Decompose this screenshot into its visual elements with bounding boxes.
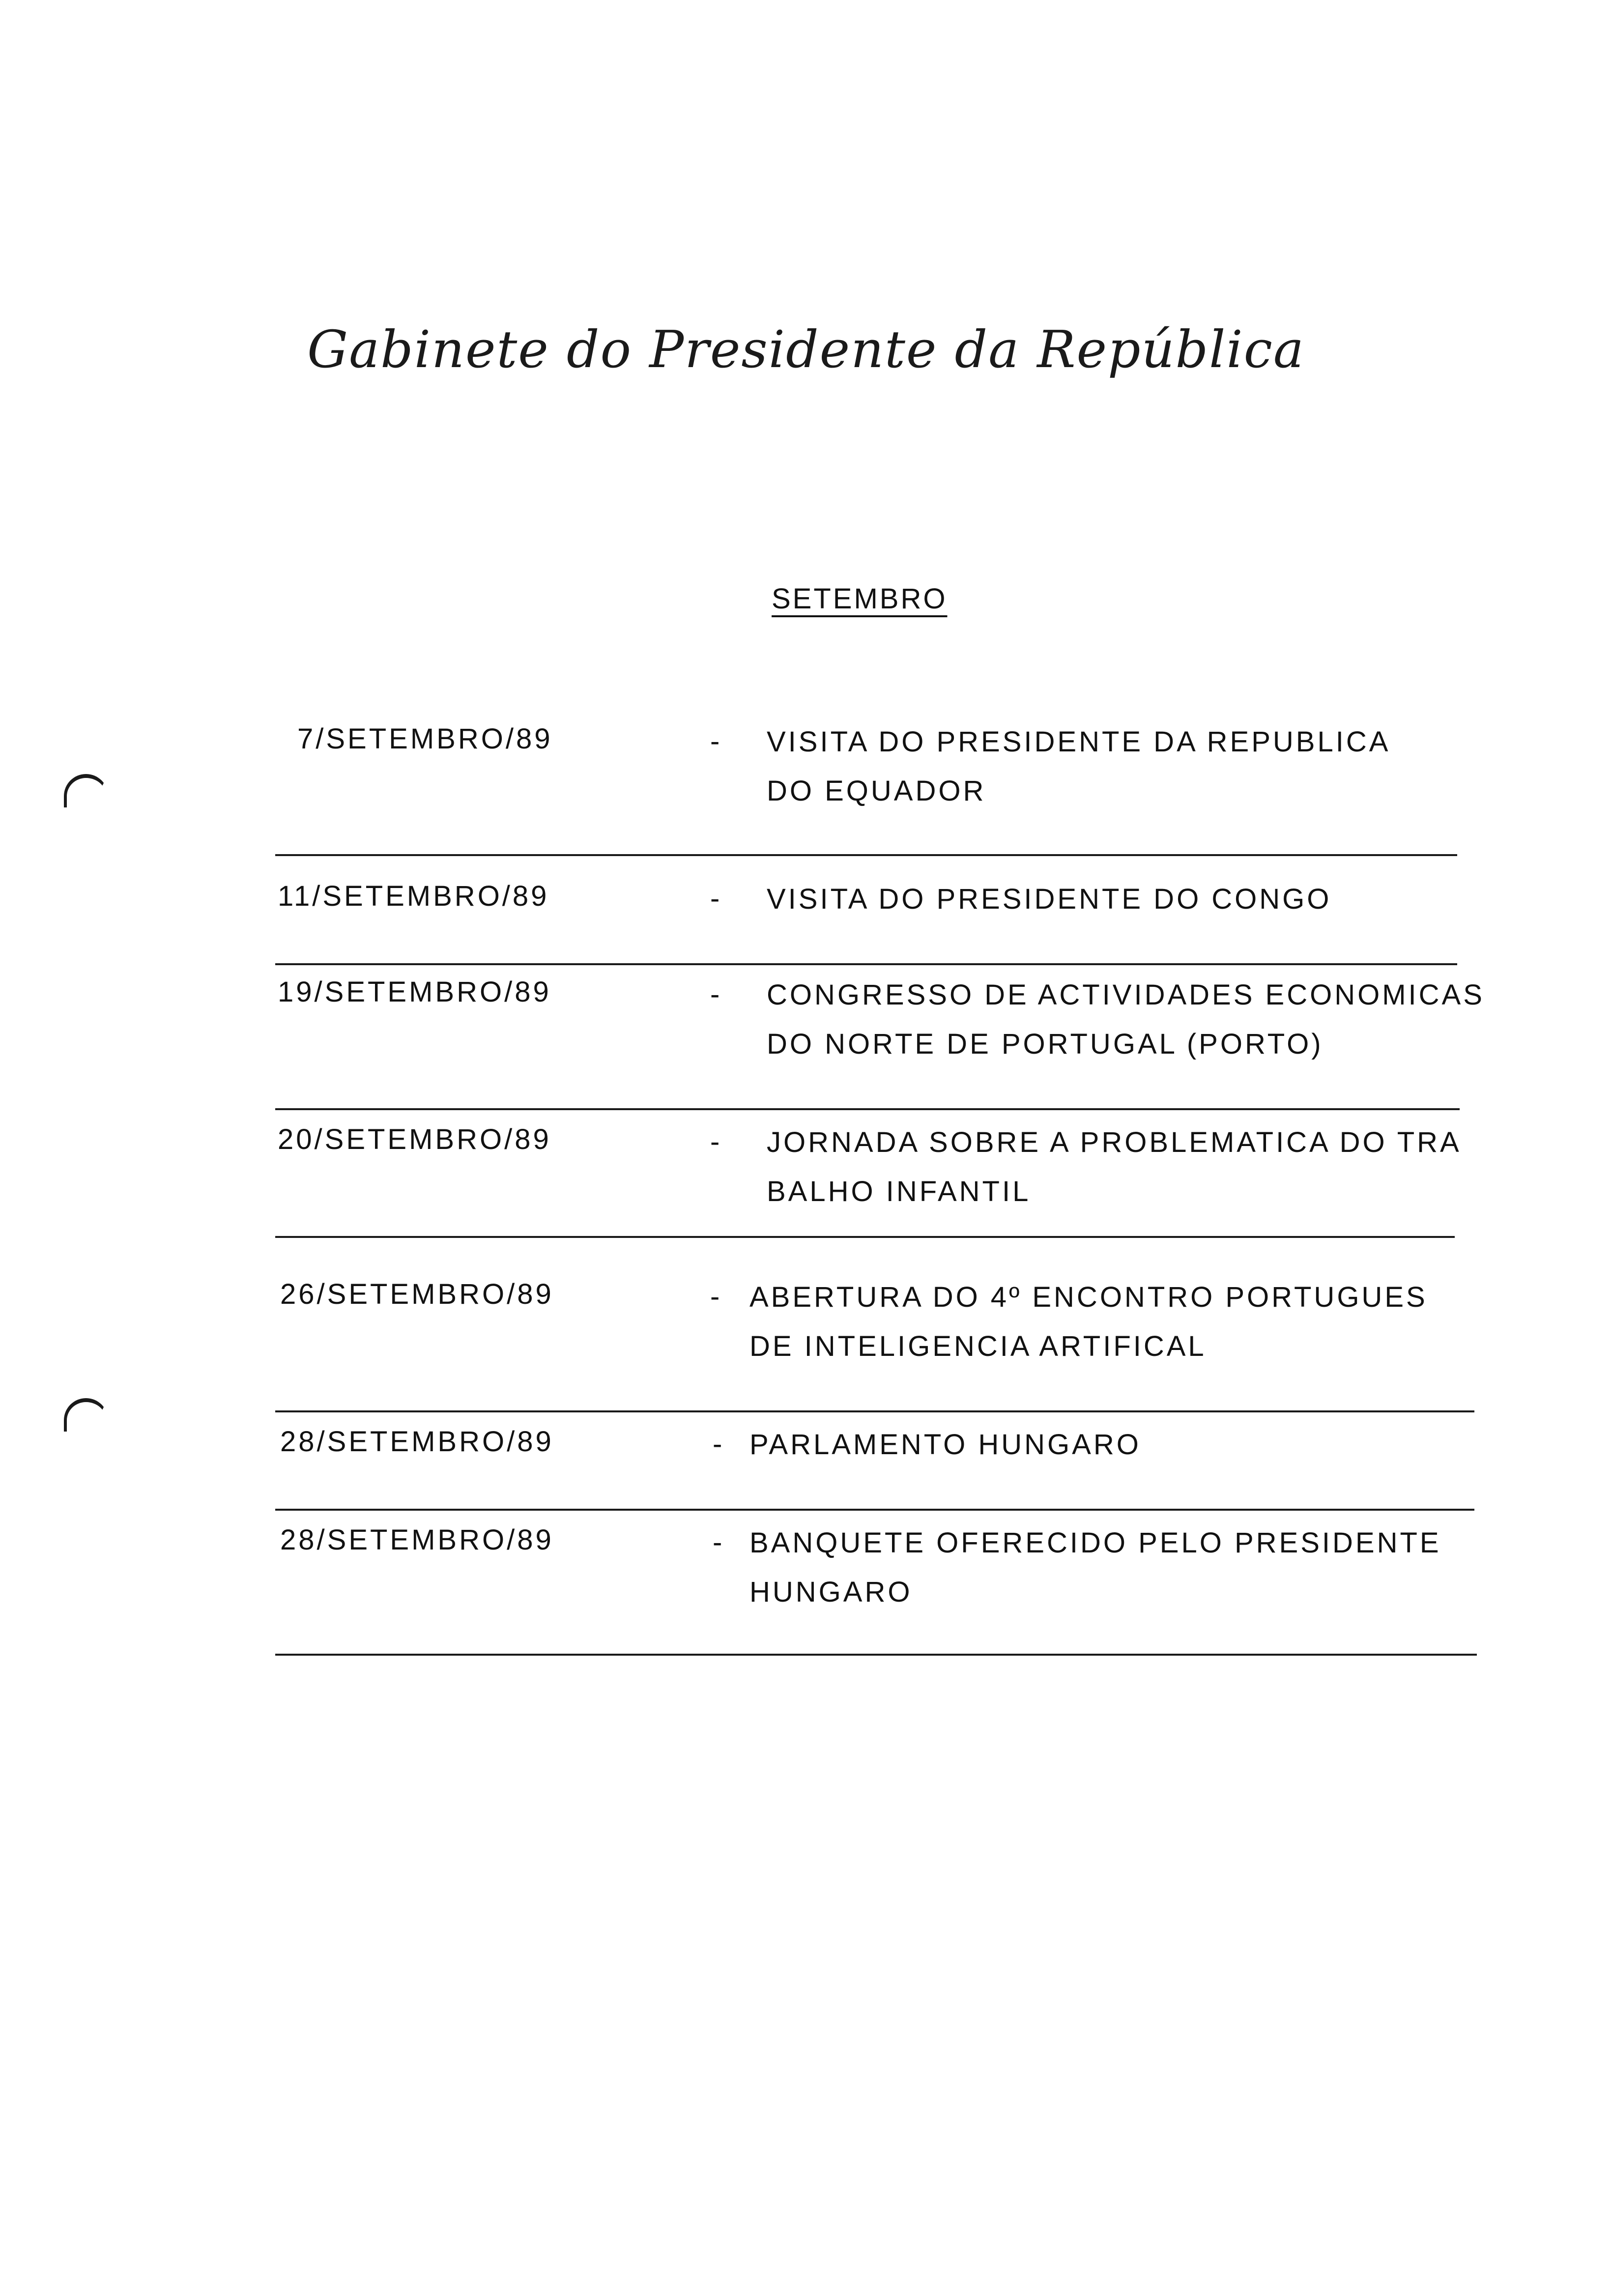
punch-hole-mark: [64, 774, 108, 807]
entry-dash: -: [710, 1281, 720, 1313]
entry-dash: -: [713, 1428, 722, 1460]
entry-description-line: DO EQUADOR: [767, 775, 986, 807]
entry-date: 7/SETEMBRO/89: [297, 723, 553, 755]
page-title: SETEMBRO: [772, 583, 948, 615]
entry-description-line: JORNADA SOBRE A PROBLEMATICA DO TRA: [767, 1126, 1462, 1158]
divider: [275, 1236, 1455, 1238]
divider: [275, 1509, 1474, 1511]
divider: [275, 963, 1457, 965]
entry-description-line: BANQUETE OFERECIDO PELO PRESIDENTE: [749, 1527, 1441, 1559]
entry-dash: -: [710, 1126, 720, 1158]
entry-date: 28/SETEMBRO/89: [280, 1426, 554, 1458]
entry-description-line: HUNGARO: [749, 1576, 913, 1608]
entry-dash: -: [710, 978, 720, 1010]
entry-dash: -: [710, 883, 720, 915]
entry-description-line: VISITA DO PRESIDENTE DA REPUBLICA: [767, 726, 1391, 758]
letterhead: Gabinete do Presidente da República: [307, 319, 1305, 379]
entry-date: 19/SETEMBRO/89: [278, 976, 551, 1008]
entry-date: 26/SETEMBRO/89: [280, 1278, 554, 1310]
entry-date: 28/SETEMBRO/89: [280, 1524, 554, 1556]
divider: [275, 1108, 1460, 1110]
entry-description-line: PARLAMENTO HUNGARO: [749, 1429, 1141, 1461]
entry-description-line: ABERTURA DO 4º ENCONTRO PORTUGUES: [749, 1281, 1428, 1313]
entry-date: 11/SETEMBRO/89: [278, 880, 549, 912]
entry-description-line: VISITA DO PRESIDENTE DO CONGO: [767, 883, 1332, 915]
divider: [275, 1410, 1474, 1412]
entry-description-line: DO NORTE DE PORTUGAL (PORTO): [767, 1028, 1324, 1060]
entry-dash: -: [713, 1526, 722, 1558]
entry-description-line: DE INTELIGENCIA ARTIFICAL: [749, 1330, 1207, 1362]
entry-description-line: CONGRESSO DE ACTIVIDADES ECONOMICAS: [767, 979, 1485, 1011]
entry-dash: -: [710, 725, 720, 757]
entry-date: 20/SETEMBRO/89: [278, 1123, 551, 1155]
divider: [275, 854, 1457, 856]
punch-hole-mark: [64, 1398, 108, 1432]
entry-description-line: BALHO INFANTIL: [767, 1176, 1031, 1207]
divider: [275, 1654, 1477, 1656]
